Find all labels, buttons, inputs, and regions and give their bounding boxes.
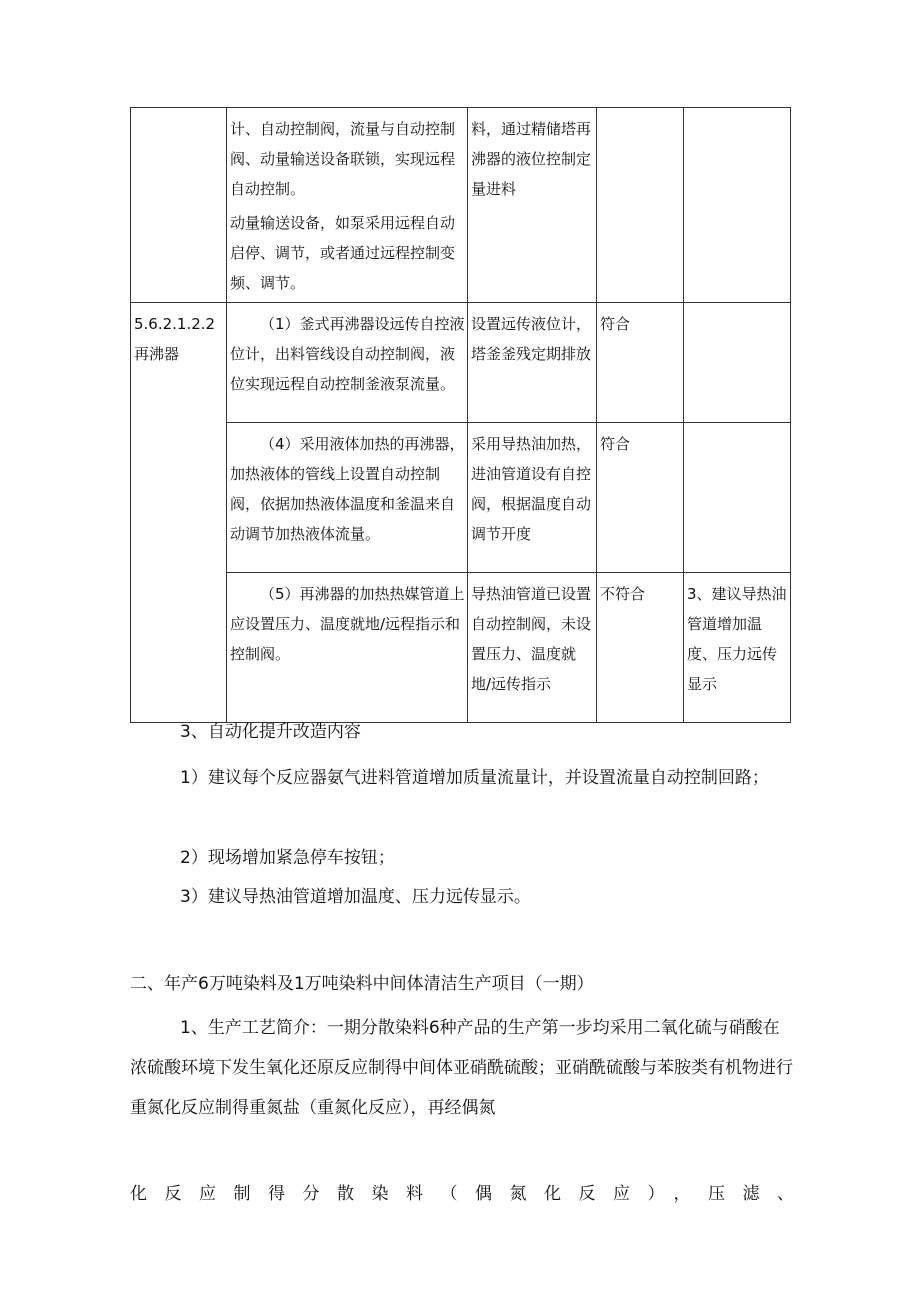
- result-cell: 符合: [597, 303, 684, 423]
- requirement-cell: [227, 108, 468, 303]
- table-row: [131, 573, 791, 723]
- requirement-cell: [227, 573, 468, 723]
- status-cell: 设置远传液位计，塔釜釜残定期排放: [468, 303, 597, 423]
- status-cell: 导热油管道已设置自动控制阀，未设置压力、温度就地/远传指示: [468, 573, 597, 723]
- table-row: [131, 303, 791, 423]
- status-cell: 采用导热油加热，进油管道设有自控阀，根据温度自动调节开度: [468, 423, 597, 573]
- suggestion-cell: [684, 108, 791, 303]
- requirement-text: （4）采用液体加热的再沸器，加热液体的管线上设置自动控制阀，依据加热液体温度和釜温来自动调节加热液体流量。: [230, 435, 465, 543]
- list-item: 1）建议每个反应器氨气进料管道增加质量流量计，并设置流量自动控制回路；: [180, 768, 769, 788]
- section-heading: 二、年产6万吨染料及1万吨染料中间体清洁生产项目（一期）: [130, 974, 594, 994]
- requirement-cell: [227, 423, 468, 573]
- suggestion-cell: [684, 303, 791, 423]
- result-cell: [597, 108, 684, 303]
- requirement-text: （1）釜式再沸器设远传自控液位计，出料管线设自动控制阀，液位实现远程自动控制釜液泵流量。: [230, 315, 465, 393]
- paragraph-last-line: 化反应制得分散染料（偶氮化反应），压滤、: [130, 1184, 794, 1204]
- requirement-text: 计、自动控制阀，流量与自动控制阀、动量输送设备联锁，实现远程自动控制。: [230, 120, 456, 198]
- section-title: 3、自动化提升改造内容: [180, 722, 361, 742]
- table-row: [131, 423, 791, 573]
- result-cell: 不符合: [597, 573, 684, 723]
- result-cell: 符合: [597, 423, 684, 573]
- list-item: 2）现场增加紧急停车按钮；: [180, 848, 395, 868]
- paragraph: 1、生产工艺简介：一期分散染料6种产品的生产第一步均采用二氧化硫与硝酸在浓硫酸环境下发生氧化还原反应制得中间体亚硝酰硫酸；亚硝酰硫酸与苯胺类有机物进行重氮化反应制得重氮盐（重氮化反应），再经偶氮: [130, 1018, 793, 1118]
- inspection-table: [130, 107, 791, 723]
- suggestion-cell: [684, 423, 791, 573]
- list-item: 3）建议导热油管道增加温度、压力远传显示。: [180, 887, 531, 907]
- requirement-text: （5）再沸器的加热热媒管道上应设置压力、温度就地/远程指示和控制阀。: [230, 585, 465, 663]
- table-row: [131, 108, 791, 303]
- requirement-text: 动量输送设备，如泵采用远程自动启停、调节，或者通过远程控制变频、调节。: [230, 214, 456, 292]
- status-cell: 料，通过精储塔再沸器的液位控制定量进料: [468, 108, 597, 303]
- suggestion-cell: 3、建议导热油管道增加温度、压力远传显示: [684, 573, 791, 723]
- clause-cell: 5.6.2.1.2.2再沸器: [131, 303, 227, 723]
- clause-cell: [131, 108, 227, 303]
- requirement-cell: [227, 303, 468, 423]
